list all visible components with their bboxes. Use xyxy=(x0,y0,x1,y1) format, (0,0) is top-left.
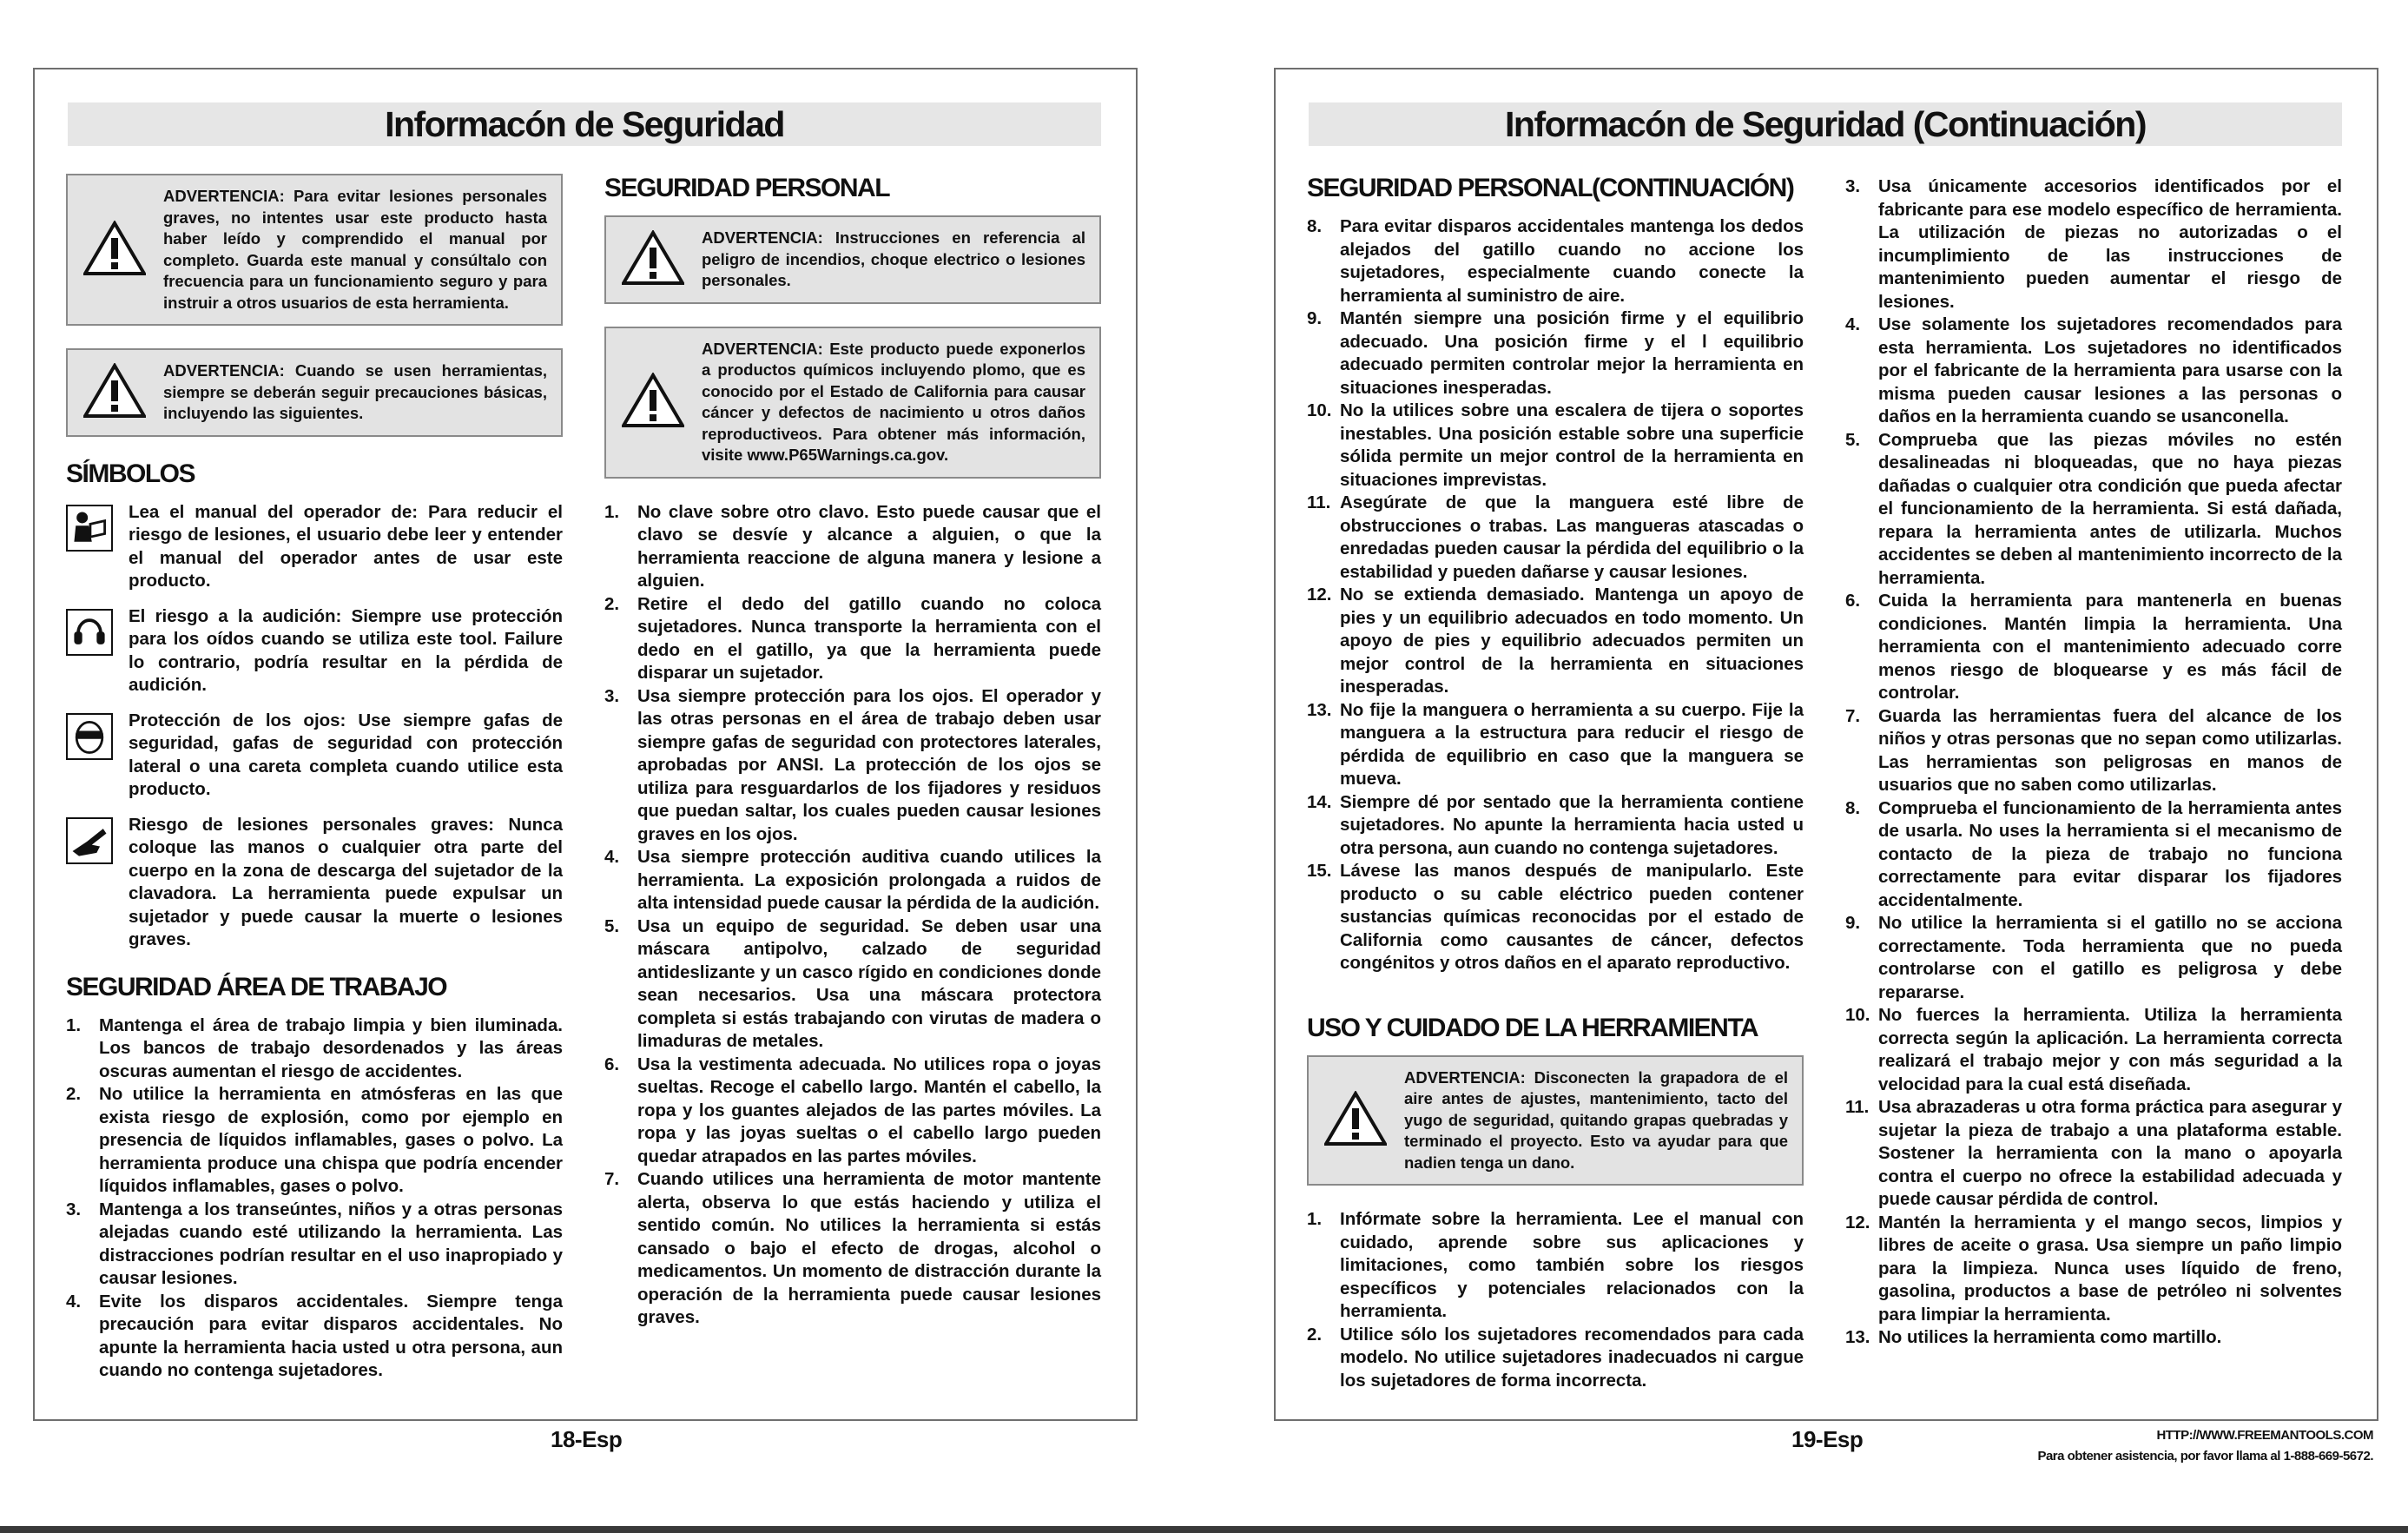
list-item xyxy=(604,915,1101,1054)
symbol-text: Riesgo de lesiones personales graves: Nunca coloque las manos o cualquier otra parte del cuerpo en la zona de descarga del sujetador de la clavadora. La herramienta puede expulsar un sujetador y puede causar la muerte o lesiones graves. xyxy=(129,814,563,949)
symbol-text: Lea el manual del operador de: Para reducir el riesgo de lesiones, el usuario debe leer y entender el manual del operador antes de usar este producto. xyxy=(129,501,563,591)
footer-help: Para obtener asistencia, por favor llama al 1-888-669-5672. xyxy=(2037,1449,2373,1464)
list-item xyxy=(1307,791,1804,861)
list-item xyxy=(1845,1096,2342,1212)
item-text: Lávese las manos después de manipularlo. Este producto o su cable eléctrico pueden contener sustancias químicas reconocidas por el estado de California como causantes de cáncer, defectos congénitos y otros daños en el aparato reproductivo. xyxy=(1340,861,1804,973)
item-number: 13. xyxy=(1845,1327,1870,1347)
item-number: 2. xyxy=(1307,1324,1323,1345)
item-text: Retire el dedo del gatillo cuando no coloca sujetadores. Nunca transporte la herramienta con el dedo en el gatillo, ya que la herramienta puede disparar un sujetador. xyxy=(637,593,1101,683)
item-text: Guarda las herramientas fuera del alcance de los niños y otras personas que no sepan como utilizarlas. Las herramientas son peligrosas en manos de usuarios que no saben como utilizarlas. xyxy=(1878,705,2342,795)
item-text: Usa la vestimenta adecuada. No utilices ropa o joyas sueltas. Recoge el cabello largo. Mantén el cabello, la ropa y los guantes alejados de las partes móviles. La ropa y las joyas sueltas o el cabello largo pueden quedar atrapados en las partes móviles. xyxy=(637,1054,1101,1166)
warning-text: ADVERTENCIA: Este producto puede exponerlos a productos químicos incluyendo plomo, que es conocido por el Estado de California para causar cáncer y defectos de nacimiento u otros daños reproductiveos. Para obtener más información, visite www.P65Warnings.ca.gov. xyxy=(702,339,1085,464)
warning-text: ADVERTENCIA: Instrucciones en referencia al peligro de incendios, choque electrico o lesiones personales. xyxy=(702,228,1085,289)
item-text: No fuerces la herramienta. Utiliza la herramienta correcta según la aplicación. La herramienta correcta realizará el trabajo mejor y con más seguridad a la velocidad para la cual está diseñada. xyxy=(1878,1005,2342,1094)
item-text: Comprueba el funcionamiento de la herramienta antes de usarla. No uses la herramienta si el mecanismo de contacto de la pieza de trabajo no funciona correctamente para evitar disparar los fijadores accidentalmente. xyxy=(1878,797,2342,910)
item-number: 8. xyxy=(1845,797,1861,818)
item-text: No clave sobre otro clavo. Esto puede causar que el clavo se desvíe y alcance a alguien, o que la herramienta reaccione de alguna manera y lesione a alguien. xyxy=(637,501,1101,591)
item-number: 2. xyxy=(604,593,620,614)
bottom-divider xyxy=(0,1526,2408,1533)
item-number: 10. xyxy=(1845,1005,1870,1025)
item-number: 8. xyxy=(1307,216,1323,236)
tool-use-list-b xyxy=(1845,175,2342,1350)
eye-protection-icon xyxy=(66,713,113,760)
symbol-text: Protección de los ojos: Use siempre gafas de seguridad, gafas de seguridad con protección lateral o una careta completa cuando utilice esta producto. xyxy=(129,710,563,799)
item-text: No utilice la herramienta si el gatillo no se acciona correctamente. Toda herramienta que no pueda controlarse con el gatillo es peligrosa y debe repararse. xyxy=(1878,913,2342,1002)
item-number: 11. xyxy=(1307,492,1331,512)
warning-text: ADVERTENCIA: Cuando se usen herramientas, siempre se deberán seguir precauciones básicas, incluyendo las siguientes. xyxy=(163,361,547,422)
left-column-a xyxy=(66,174,563,1383)
warning-box-precautions xyxy=(66,348,563,437)
left-page-number: 18-Esp xyxy=(551,1426,623,1452)
right-column-a xyxy=(1307,174,1804,1392)
item-number: 13. xyxy=(1307,699,1332,720)
item-text: Mantenga el área de trabajo limpia y bien iluminada. Los bancos de trabajo desordenados y las áreas oscuras aumentan el riesgo de accidentes. xyxy=(99,1014,563,1081)
personal-safety-cont-list xyxy=(1307,215,1804,975)
item-number: 15. xyxy=(1307,861,1332,881)
item-number: 3. xyxy=(604,685,620,706)
list-item xyxy=(1307,307,1804,400)
item-text: Evite los disparos accidentales. Siempre tenga precaución para evitar disparos accidentales. No apunte la herramienta hacia usted u otra persona, aun cuando no contenga sujetadores. xyxy=(99,1291,563,1380)
right-page-number: 19-Esp xyxy=(1791,1426,1864,1452)
warning-text: ADVERTENCIA: Disconecten la grapadora de el aire antes de ajustes, mantenimiento, tacto del yugo de seguridad, quitando grapas quebradas y terminado el proyecto. Esto va ayudar para que nadien tenga un dano. xyxy=(1404,1067,1788,1172)
item-text: No fije la manguera o herramienta a su cuerpo. Fije la manguera a la estructura para reducir el riesgo de pérdida de equilibrio en caso que la manguera se mueva. xyxy=(1340,699,1804,789)
symbol-text: El riesgo a la audición: Siempre use protección para los oídos cuando se utiliza este tool. Failure lo contrario, podría resultar en la pérdida de audición. xyxy=(129,605,563,695)
item-number: 4. xyxy=(1845,314,1861,334)
item-text: Usa abrazaderas u otra forma práctica para asegurar y sujetar la pieza de trabajo a una plataforma estable. Sostener la herramienta con la mano o apoyarla contra el cuerpo no ofrece la estabilidad adecuada y puede causar pérdida de control. xyxy=(1878,1097,2342,1209)
symbol-hand xyxy=(66,814,563,952)
item-text: Cuida la herramienta para mantenerla en buenas condiciones. Mantén limpia la herramienta. Una herramienta con el mantenimiento adecuado corre menos riesgo de bloquearse y es más fácil de controlar. xyxy=(1878,591,2342,703)
item-number: 9. xyxy=(1307,308,1323,328)
warning-box-manual xyxy=(66,174,563,326)
item-text: Cuando utilices una herramienta de motor mantente alerta, observa lo que estás haciendo y utiliza el sentido común. No utilices la herramienta si estás cansado o bajo el efecto de drogas, alcohol o medicamentos. Un momento de distracción durante la operación de la herramienta puede causar lesiones graves. xyxy=(637,1169,1101,1327)
warning-box-disconnect xyxy=(1307,1055,1804,1186)
symbol-hearing xyxy=(66,605,563,697)
list-item xyxy=(1307,1324,1804,1393)
list-item xyxy=(1845,1004,2342,1096)
right-page-title: Informacón de Seguridad (Continuación) xyxy=(1309,102,2342,146)
right-page xyxy=(1274,68,2378,1421)
item-text: No la utilices sobre una escalera de tijera o soportes inestables. Una posición estable sobre una superficie sólida permite un mejor control de la herramienta en situaciones imprevistas. xyxy=(1340,400,1804,490)
work-area-list xyxy=(66,1014,563,1383)
item-number: 11. xyxy=(1845,1097,1870,1117)
item-number: 7. xyxy=(604,1169,620,1189)
warning-triangle-icon xyxy=(83,363,146,419)
hand-injury-icon xyxy=(66,817,113,864)
list-item xyxy=(604,593,1101,685)
symbol-eyes xyxy=(66,710,563,802)
symbol-manual xyxy=(66,501,563,593)
item-number: 6. xyxy=(604,1054,620,1074)
item-number: 4. xyxy=(66,1291,82,1312)
item-number: 12. xyxy=(1845,1212,1870,1232)
list-item xyxy=(1307,860,1804,975)
tool-use-list-a xyxy=(1307,1208,1804,1392)
list-item xyxy=(1307,1208,1804,1324)
list-item xyxy=(1307,215,1804,307)
list-item xyxy=(1307,584,1804,699)
item-text: Siempre dé por sentado que la herramienta contiene sujetadores. No apunte la herramienta hacia usted u otra persona, aun cuando no contenga sujetadores. xyxy=(1340,791,1804,858)
tool-use-heading: USO Y CUIDADO DE LA HERRAMIENTA xyxy=(1307,1013,1758,1042)
list-item xyxy=(66,1291,563,1383)
item-text: Usa un equipo de seguridad. Se deben usar una máscara antipolvo, calzado de seguridad antideslizante y un casco rígido en condiciones donde sean necesarios. Usa una máscara protectora completa si estás trabajando con virutas de madera o limaduras de metales. xyxy=(637,915,1101,1051)
item-text: Usa únicamente accesorios identificados por el fabricante para ese modelo específico de herramienta. La utilización de piezas no autorizadas o el incumplimiento de las instrucciones de mantenimiento pueden aumentar el riesgo de lesiones. xyxy=(1878,176,2342,312)
list-item xyxy=(604,846,1101,915)
warning-triangle-icon xyxy=(622,230,684,286)
item-number: 5. xyxy=(1845,429,1861,450)
list-item xyxy=(1845,1212,2342,1327)
warning-triangle-icon xyxy=(622,373,684,428)
personal-safety-list xyxy=(604,501,1101,1330)
item-text: Utilice sólo los sujetadores recomendados para cada modelo. No utilice sujetadores inadecuados ni cargue los sujetadores de forma incorrecta. xyxy=(1340,1324,1804,1391)
warning-triangle-icon xyxy=(1324,1091,1387,1146)
warning-box-fire xyxy=(604,215,1101,304)
list-item xyxy=(66,1014,563,1084)
item-text: Asegúrate de que la manguera esté libre de obstrucciones o trabas. Las mangueras atascadas o enredadas pueden causar la pérdida del equilibrio o la estabilidad y pueden dañarse y causar lesiones. xyxy=(1340,492,1804,582)
left-column-b xyxy=(604,174,1101,1330)
manual-reader-icon xyxy=(66,505,113,552)
item-number: 9. xyxy=(1845,913,1861,933)
item-number: 12. xyxy=(1307,585,1332,605)
personal-safety-heading: SEGURIDAD PERSONAL xyxy=(604,174,890,202)
item-text: No se extienda demasiado. Mantenga un apoyo de pies y un equilibrio adecuados en todo momento. Un apoyo de pies y equilibrio adecuados permiten un mejor control de la herramienta en situaciones inesperadas. xyxy=(1340,585,1804,697)
warning-text: ADVERTENCIA: Para evitar lesiones personales graves, no intentes usar este producto hasta haber leído y comprendido el manual por completo. Guarda este manual y consúltalo con frecuencia para un funcionamiento seguro y para instruir a otros usuarios de esta herramienta. xyxy=(163,187,547,312)
item-number: 4. xyxy=(604,847,620,867)
warning-box-prop65 xyxy=(604,327,1101,479)
item-text: Use solamente los sujetadores recomendados para esta herramienta. Los sujetadores no identificados por el fabricante de la herramienta para usarse con la misma pueden causar lesiones a las personas o daños en la herramienta cuando se usanconella. xyxy=(1878,314,2342,426)
item-number: 1. xyxy=(604,501,620,522)
item-text: Infórmate sobre la herramienta. Lee el manual con cuidado, aprende sobre sus aplicaciones y limitaciones, como también sobre los riesgos específicos y potenciales relacionados con la herramienta. xyxy=(1340,1209,1804,1321)
item-number: 2. xyxy=(66,1084,82,1104)
item-text: Mantén siempre una posición firme y el equilibrio adecuado. Una posición firme y el l equilibrio adecuado permiten controlar mejor la herramienta en situaciones inesperadas. xyxy=(1340,308,1804,398)
symbols-heading: SÍMBOLOS xyxy=(66,459,195,488)
left-page-title: Informacón de Seguridad xyxy=(68,102,1101,146)
left-page xyxy=(33,68,1138,1421)
list-item xyxy=(1845,797,2342,913)
item-text: Comprueba que las piezas móviles no estén desalineadas ni bloqueadas, que no haya piezas dañadas o cualquier otra condición que pueda afectar el funcionamiento de la herramienta. Si está dañada, repara la herramienta antes de utilizarla. Muchos accidentes se deben al mantenimiento incorrecto de la herramienta. xyxy=(1878,429,2342,588)
personal-safety-cont-heading: SEGURIDAD PERSONAL(CONTINUACIÓN) xyxy=(1307,174,1794,202)
warning-triangle-icon xyxy=(83,221,146,276)
list-item xyxy=(1307,400,1804,492)
item-text: No utilices la herramienta como martillo. xyxy=(1878,1327,2222,1347)
ear-protection-icon xyxy=(66,609,113,656)
footer-url[interactable]: HTTP://WWW.FREEMANTOOLS.COM xyxy=(2156,1428,2373,1443)
item-number: 6. xyxy=(1845,591,1861,611)
list-item xyxy=(604,1054,1101,1169)
list-item xyxy=(1845,175,2342,314)
item-text: Usa siempre protección para los ojos. El operador y las otras personas en el área de trabajo deben usar siempre gafas de seguridad con protectores laterales, aprobadas por ANSI. La protección de los ojos se utiliza para resguardarlos de los fijadores y residuos que puedan saltar, los cuales pueden causar lesiones graves en los ojos. xyxy=(637,685,1101,844)
item-text: Usa siempre protección auditiva cuando utilices la herramienta. La exposición prolongada a ruidos de alta intensidad puede causar la pérdida de la audición. xyxy=(637,847,1101,913)
list-item xyxy=(604,1168,1101,1330)
list-item xyxy=(1845,912,2342,1004)
list-item xyxy=(604,685,1101,847)
list-item xyxy=(1307,492,1804,584)
list-item xyxy=(1845,1326,2342,1350)
list-item xyxy=(66,1199,563,1291)
item-number: 1. xyxy=(66,1014,82,1035)
list-item xyxy=(66,1083,563,1199)
item-number: 14. xyxy=(1307,791,1332,812)
list-item xyxy=(1845,705,2342,797)
right-column-b xyxy=(1845,175,2342,1350)
list-item xyxy=(1845,590,2342,705)
item-number: 3. xyxy=(1845,176,1861,196)
item-number: 3. xyxy=(66,1199,82,1219)
item-number: 5. xyxy=(604,915,620,936)
item-number: 7. xyxy=(1845,705,1861,726)
item-text: No utilice la herramienta en atmósferas en las que exista riesgo de explosión, como por ejemplo en presencia de líquidos inflamables, gases o polvo. La herramienta produce una chispa que podría encender líquidos inflamables, gases o polvo. xyxy=(99,1084,563,1196)
list-item xyxy=(1845,429,2342,591)
list-item xyxy=(604,501,1101,593)
list-item xyxy=(1307,699,1804,791)
item-number: 10. xyxy=(1307,400,1332,420)
item-text: Mantenga a los transeúntes, niños y a otras personas alejadas cuando esté utilizando la herramienta. Las distracciones podrían resultar en el uso inapropiado y causar lesiones. xyxy=(99,1199,563,1288)
list-item xyxy=(1845,314,2342,429)
item-text: Mantén la herramienta y el mango secos, limpios y libres de aceite o grasa. Usa siempre un paño limpio para la limpieza. Nunca uses líquido de freno, gasolina, productos a base de petróleo ni solventes para limpiar la herramienta. xyxy=(1878,1212,2342,1325)
item-text: Para evitar disparos accidentales mantenga los dedos alejados del gatillo cuando no accione los sujetadores, especialmente cuando conecte la herramienta al suministro de aire. xyxy=(1340,216,1804,306)
item-number: 1. xyxy=(1307,1209,1323,1229)
work-area-heading: SEGURIDAD ÁREA DE TRABAJO xyxy=(66,972,447,1001)
